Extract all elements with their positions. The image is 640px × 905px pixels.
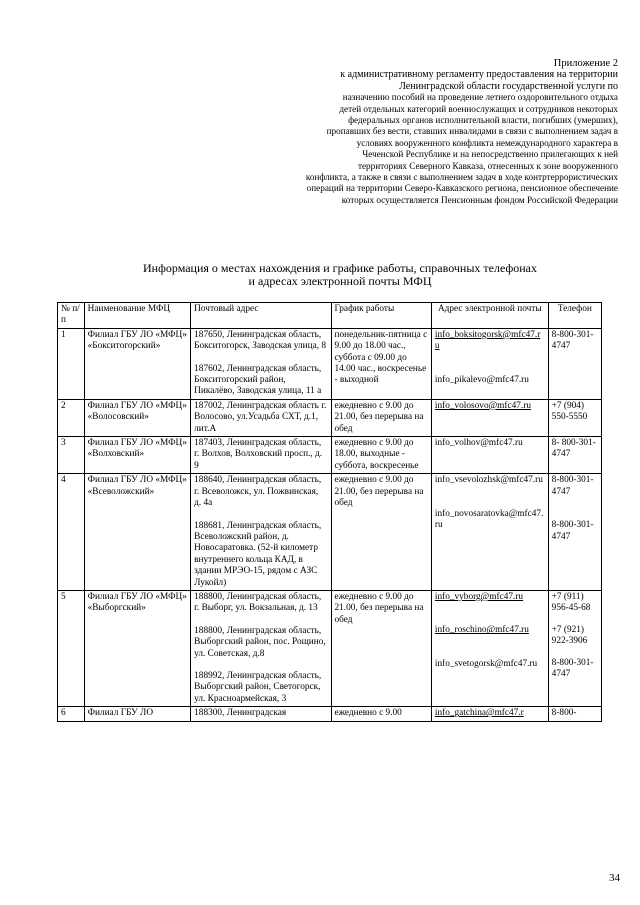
cell-phone (548, 590, 601, 706)
cell-schedule: ежедневно с 9.00 (331, 707, 431, 721)
appendix-line: территориях Северного Кавказа, отнесенных к зоне вооруженного (357, 160, 618, 171)
cell-phone (548, 474, 601, 591)
document-heading (120, 262, 560, 288)
address-line: 187650, Ленинградская область, Бокситогорск, Заводская улица, 8 (194, 329, 326, 352)
spacer (435, 637, 545, 659)
address-line: 188640, Ленинградская область, г. Всеволожск, ул. Пожвинская, д. 4а (194, 475, 322, 509)
header-schedule: График работы (331, 303, 431, 329)
phone-line: 8-800-301-4747 (551, 475, 594, 497)
email-link[interactable]: info_roschino@mfc47.ru (434, 625, 529, 636)
phone-line: +7 (911) 956-45-68 (551, 591, 591, 614)
header-num: № п/п (58, 303, 85, 329)
header-name: Наименование МФЦ (84, 303, 191, 329)
address-line: 188681, Ленинградская область, Всеволожский район, д. Новосаратовка. (52-й километр внутреннего кольца КАД, в здании МРЭО-15, рядом с АЗС Лукойл) (194, 520, 322, 588)
appendix-line: операций на территории Северо-Кавказского региона, пенсионное обеспечение (306, 183, 618, 194)
appendix-line: которых осуществляется Пенсионным фондом Российской Федерации (341, 194, 618, 205)
appendix-line: к административному регламенту предоставления на территории (340, 69, 618, 81)
cell-name: Филиал ГБУ ЛО «МФЦ» «Выборгский» (84, 590, 191, 706)
heading-line-2: и адресах электронной почты МФЦ (248, 274, 432, 288)
cell-schedule: ежедневно с 9.00 до 21.00, без перерыва на обед (331, 399, 431, 436)
email-text: info_volhov@mfc47.ru (434, 438, 523, 449)
cell-email (431, 707, 548, 721)
phone-line: 8-800-301-4747 (551, 520, 594, 542)
cell-name: Филиал ГБУ ЛО «МФЦ» «Бокситогорский» (84, 328, 191, 399)
spacer (435, 603, 545, 625)
cell-address (191, 590, 331, 706)
phone-line: 8-800-301-4747 (551, 657, 594, 679)
email-text: info_pikalevo@mfc47.ru (434, 374, 529, 385)
header-phone: Телефон (548, 303, 601, 329)
cell-address: 187403, Ленинградская область, г. Волхов, Волховский просп., д. 9 (191, 437, 331, 474)
cell-name: Филиал ГБУ ЛО «МФЦ» «Волосовский» (84, 399, 191, 436)
cell-num: 3 (58, 437, 85, 474)
appendix-line: пропавших без вести, ставших инвалидами в связи с выполнением задач в (326, 126, 618, 137)
cell-address: 188300, Ленинградская (191, 707, 331, 721)
appendix-line: назначению пособий на проведение летнего оздоровительного отдыха (342, 92, 618, 103)
cell-num: 1 (58, 328, 85, 399)
cell-email (431, 474, 548, 591)
email-text: info_svetogorsk@mfc47.ru (434, 658, 538, 669)
table-row (58, 474, 602, 591)
spacer (435, 353, 545, 375)
cell-num: 6 (58, 707, 85, 721)
appendix-line: конфликта, а также в связи с выполнением задач в ходе контртеррористических (305, 172, 618, 183)
cell-num: 2 (58, 399, 85, 436)
cell-email (431, 590, 548, 706)
heading-line-1: Информация о местах нахождения и графике работы, справочных телефонах (143, 261, 537, 275)
page-number: 34 (609, 872, 620, 884)
mfc-table (57, 302, 602, 722)
email-link[interactable]: info_volosovo@mfc47.ru (434, 400, 531, 411)
cell-schedule: ежедневно с 9.00 до 21.00, без перерыва на обед (331, 474, 431, 591)
appendix-title: Приложение 2 (553, 58, 618, 69)
cell-phone: 8-800-301-4747 (548, 328, 601, 399)
appendix-line: условиях вооруженного конфликта немеждународного характера в (356, 137, 618, 148)
email-link[interactable]: info_boksitogorsk@mfc47.ru (434, 329, 541, 352)
cell-email (431, 328, 548, 399)
cell-phone: +7 (904) 550-5550 (548, 399, 601, 436)
cell-schedule: ежедневно с 9.00 до 21.00, без перерыва на обед (331, 590, 431, 706)
email-link[interactable]: info_gatchina@mfc47.r (434, 708, 524, 719)
cell-address (191, 328, 331, 399)
table-row (58, 590, 602, 706)
cell-email (431, 437, 548, 474)
cell-email (431, 399, 548, 436)
header-email: Адрес электронной почты (431, 303, 548, 329)
cell-schedule: понедельник-пятница с 9.00 до 18.00 час., суббота с 09.00 до 14.00 час., воскресенье - выходной (331, 328, 431, 399)
spacer (552, 615, 598, 625)
table-header-row (58, 303, 602, 329)
cell-address (191, 474, 331, 591)
phone-line: +7 (921) 922-3906 (551, 624, 588, 647)
address-line: 188800, Ленинградская область, Выборгский район, пос. Рощино, ул. Советская, д.8 (194, 625, 326, 659)
email-text: info_novosaratovka@mfc47.ru (434, 508, 544, 531)
email-text: info_vsevolozhsk@mfc47.ru (434, 475, 543, 486)
spacer (435, 487, 545, 509)
cell-address: 187002, Ленинградская область г. Волосово, ул.Усадьба СХТ, д.1, лит.А (191, 399, 331, 436)
appendix-line: Чеченской Республике и на непосредственно прилегающих к ней (362, 149, 618, 160)
cell-schedule: ежедневно с 9.00 до 18.00, выходные - суббота, воскресенье (331, 437, 431, 474)
appendix-line: федеральных органов исполнительной власти, погибших (умерших), (348, 115, 618, 126)
cell-name: Филиал ГБУ ЛО «МФЦ» «Всеволожский» (84, 474, 191, 591)
appendix-line: детей отдельных категорий военнослужащих и сотрудников некоторых (339, 103, 618, 114)
address-line: 188992, Ленинградская область, Выборгский район, Светогорск, ул. Красноармейская, 3 (194, 670, 322, 704)
spacer (552, 498, 598, 520)
email-link[interactable]: info_vyborg@mfc47.ru (434, 591, 524, 602)
table-row (58, 707, 602, 721)
cell-phone: 8-800- (548, 707, 601, 721)
appendix-header (278, 58, 618, 206)
spacer (552, 648, 598, 658)
cell-num: 4 (58, 474, 85, 591)
cell-name: Филиал ГБУ ЛО «МФЦ» «Волховский» (84, 437, 191, 474)
table-row (58, 399, 602, 436)
cell-num: 5 (58, 590, 85, 706)
cell-name: Филиал ГБУ ЛО (84, 707, 191, 721)
header-address: Почтовый адрес (191, 303, 331, 329)
cell-phone: 8- 800-301-4747 (548, 437, 601, 474)
address-line: 188800, Ленинградская область, г. Выборг, ул. Вокзальная, д. 13 (194, 591, 322, 614)
appendix-line: Ленинградской области государственной услуги по (399, 80, 618, 92)
address-line: 187602, Ленинградская область, Бокситогорский район, Пикалёво, Заводская улица, 11 а (194, 363, 322, 397)
table-row (58, 328, 602, 399)
table-row (58, 437, 602, 474)
